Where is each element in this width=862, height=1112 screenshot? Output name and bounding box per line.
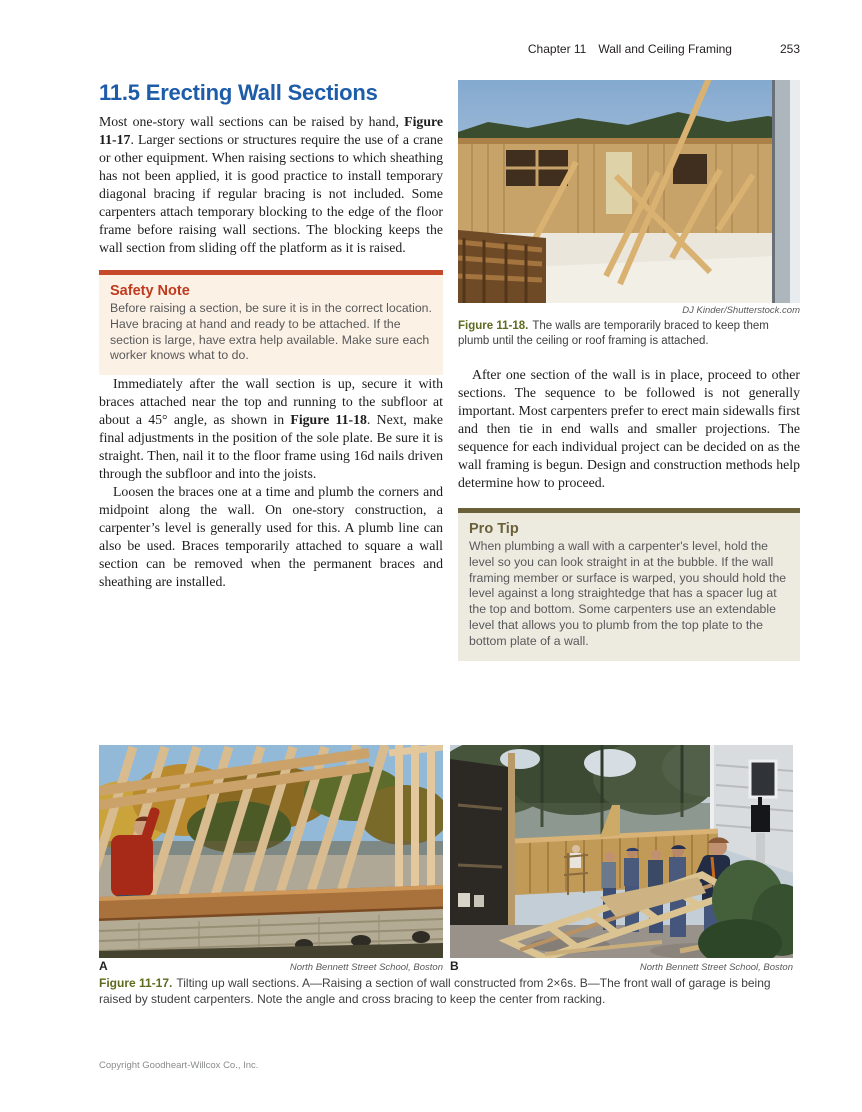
lumber-pile: [458, 230, 546, 303]
figure-label: Figure 11-18.: [458, 320, 529, 332]
text-run: Most one-story wall sections can be raised by hand,: [99, 114, 405, 129]
left-shed: [450, 753, 515, 953]
two-column-body: [99, 80, 800, 661]
page-number: 253: [779, 42, 800, 56]
figure-label: Figure 11-17.: [99, 976, 173, 990]
paragraph-sequence: After one section of the wall is in place, proceed to other sections. The sequence to be followed is not generally important. Most carpenters prefer to erect main sidewalls first and then tie in end walls and smaller projections. The sequence for each individual project can be decided on as the wall framing is begun. Design and construction methods help determine how to proceed.: [458, 367, 800, 490]
safety-note-body: Before raising a section, be sure it is in the correct location. Have bracing at hand and ready to be attached. If the section is large, have extra help available. Make sure each worker knows what to do.: [110, 301, 432, 363]
panel-b-credit: North Bennett Street School, Boston: [639, 962, 793, 973]
caption-text: The walls are temporarily braced to keep them plumb until the ceiling or roof framing is attached.: [458, 320, 769, 347]
pro-tip-box: [458, 508, 800, 661]
panel-a-label: A: [99, 959, 108, 973]
safety-note-box: [99, 270, 443, 375]
figure-panels: [99, 745, 793, 973]
foreground-door-jamb: [772, 80, 800, 303]
panel-b-meta: [450, 959, 793, 973]
paragraph-plumbing: Loosen the braces one at a time and plumb the corners and midpoint along the wall. On one-story construction, a carpenter’s level is generally used for this. A plumb line can also be used. Braces temporarily attached to square a wall section can be removed when the permanent braces and sheathing are installed.: [99, 484, 443, 590]
panel-b: [450, 745, 793, 973]
paragraph-bracing: [99, 375, 443, 483]
left-column: [99, 80, 443, 661]
paragraph-intro: [99, 113, 443, 257]
figure-11-17b-photo: [450, 745, 793, 958]
caption-text: Tilting up wall sections. A—Raising a section of wall constructed from 2×6s. B—The front wall of garage is being raised by student carpenters. Note the angle and cross bracing to keep the center from racking.: [99, 976, 771, 1006]
right-column: [458, 80, 800, 661]
panel-a-credit: North Bennett Street School, Boston: [289, 962, 443, 973]
chapter-title: Wall and Ceiling Framing: [598, 42, 732, 56]
text-run: . Larger sections or structures require the use of a crane or other equipment. When raising sections to which sheathing has not been applied, it is good practice to install temporary diagonal bracing if regular bracing is not included. Some carpenters attach temporary blocking to the edge of the floor frame before raising wall sections. The blocking keeps the wall section from sliding off the platform as it is raised.: [99, 132, 443, 255]
text-run: Immediately after the wall section is up, secure it with braces attached near the top and running to the subfloor at about a 45° angle, as shown in: [99, 376, 443, 428]
figure-11-18-caption: [458, 319, 800, 348]
text-run: . Next, make final adjustments in the position of the sole plate. Be sure it is straight. Then, nail it to the floor frame using 16d nails driven through the subfloor and into the joists.: [99, 412, 443, 482]
safety-note-title: Safety Note: [110, 283, 190, 299]
pro-tip-title: Pro Tip: [469, 521, 519, 537]
figure-reference: Figure 11-17: [99, 114, 443, 147]
section-heading: 11.5 Erecting Wall Sections: [99, 80, 378, 105]
copyright-footer: Copyright Goodheart-Willcox Co., Inc.: [99, 1060, 259, 1071]
figure-11-17a-photo: [99, 745, 443, 958]
panel-a: [99, 745, 443, 973]
running-header: [99, 42, 800, 56]
pro-tip-body: When plumbing a wall with a carpenter's level, hold the level so you can look straight in at the bubble. If the wall framing member or surface is warped, you should hold the level against a long straightedge that has a spacer lug at the top and bottom. Some carpenters use an extendable level that allows you to plumb from the top plate to the bottom plate of a wall.: [469, 539, 787, 648]
panel-a-meta: [99, 959, 443, 973]
figure-reference: Figure 11-18: [290, 412, 367, 428]
panel-b-label: B: [450, 959, 459, 973]
figure-11-17-caption: [99, 976, 793, 1007]
photo-credit: DJ Kinder/Shutterstock.com: [682, 305, 800, 316]
figure-11-17: [99, 745, 793, 1007]
figure-11-18-photo: [458, 80, 800, 303]
chapter-number: Chapter 11: [527, 42, 587, 56]
